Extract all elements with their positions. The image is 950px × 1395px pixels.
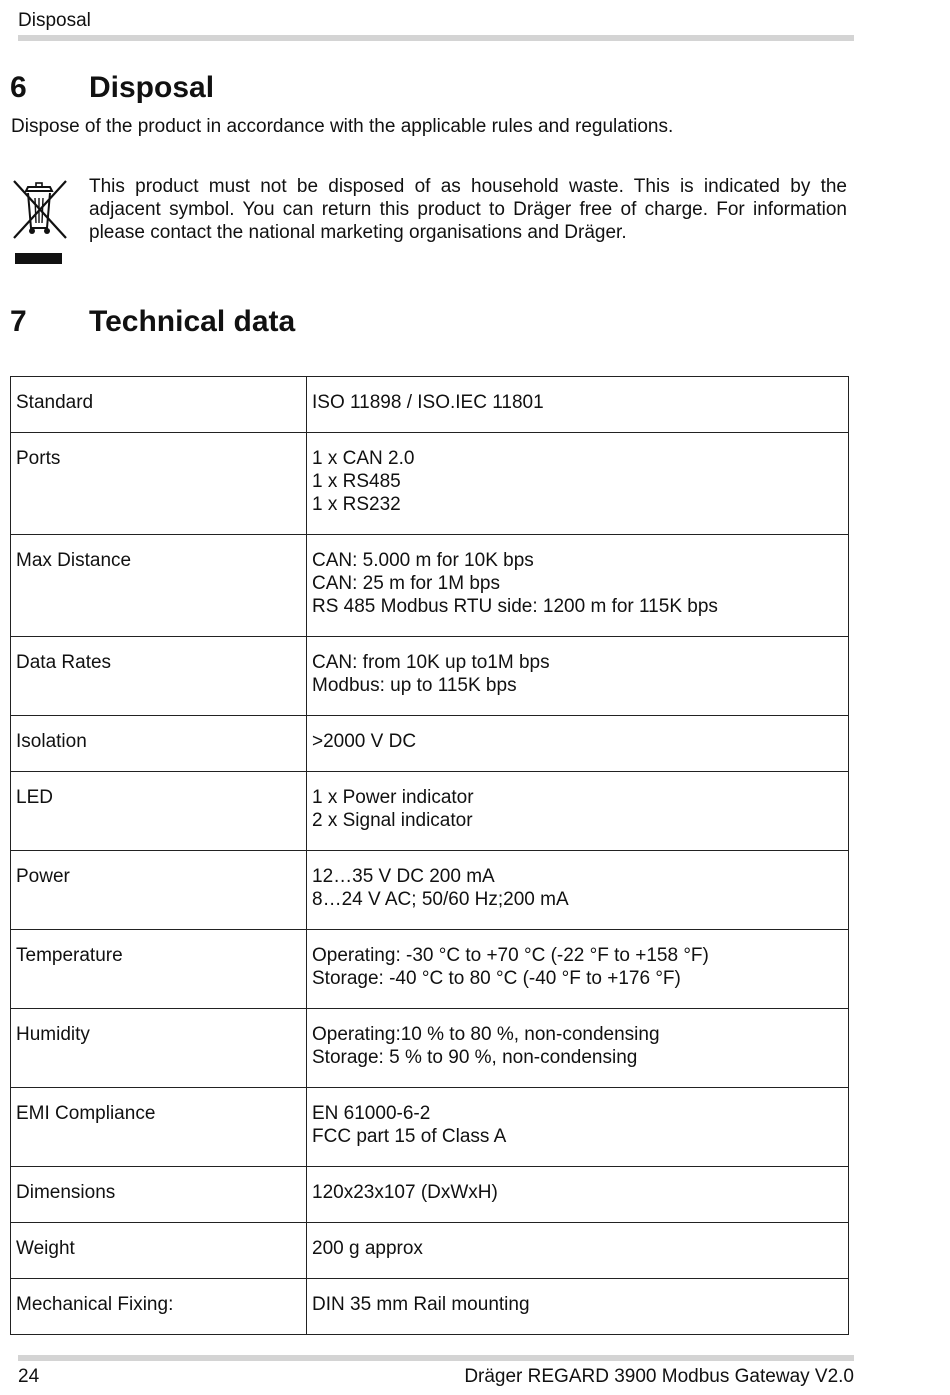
value-line: ISO 11898 / ISO.IEC 11801 bbox=[312, 392, 544, 413]
section-7-title: Technical data bbox=[89, 305, 296, 338]
table-row bbox=[11, 1167, 849, 1223]
value-line: >2000 V DC bbox=[312, 731, 417, 752]
value-line: 1 x RS232 bbox=[312, 494, 401, 515]
page-number: 24 bbox=[18, 1366, 40, 1387]
row-value bbox=[307, 772, 849, 851]
row-value bbox=[307, 377, 849, 433]
row-value bbox=[307, 1167, 849, 1223]
running-header: Disposal bbox=[18, 10, 91, 31]
value-line: 2 x Signal indicator bbox=[312, 810, 473, 831]
table-row bbox=[11, 716, 849, 772]
row-label: Dimensions bbox=[11, 1167, 307, 1223]
table-row bbox=[11, 1223, 849, 1279]
value-line: Storage: -40 °C to 80 °C (-40 °F to +176 °F) bbox=[312, 968, 681, 989]
table-row bbox=[11, 772, 849, 851]
section-7-number: 7 bbox=[10, 305, 27, 338]
row-value bbox=[307, 1279, 849, 1335]
table-row bbox=[11, 535, 849, 637]
crossed-out-wheelie-bin-icon bbox=[10, 178, 68, 266]
row-label: Weight bbox=[11, 1223, 307, 1279]
value-line: 200 g approx bbox=[312, 1238, 423, 1259]
table-row bbox=[11, 433, 849, 535]
row-label: Isolation bbox=[11, 716, 307, 772]
row-value bbox=[307, 1009, 849, 1088]
row-label: Ports bbox=[11, 433, 307, 535]
row-label: Power bbox=[11, 851, 307, 930]
value-line: Storage: 5 % to 90 %, non-condensing bbox=[312, 1047, 638, 1068]
value-line: Modbus: up to 115K bps bbox=[312, 675, 517, 696]
row-label: Temperature bbox=[11, 930, 307, 1009]
value-line: CAN: 25 m for 1M bps bbox=[312, 573, 500, 594]
row-label: LED bbox=[11, 772, 307, 851]
value-line: 1 x RS485 bbox=[312, 471, 401, 492]
table-row bbox=[11, 1088, 849, 1167]
table-row bbox=[11, 377, 849, 433]
value-line: Operating: -30 °C to +70 °C (-22 °F to +158 °F) bbox=[312, 945, 709, 966]
value-line: RS 485 Modbus RTU side: 1200 m for 115K bps bbox=[312, 596, 718, 617]
row-label: EMI Compliance bbox=[11, 1088, 307, 1167]
row-value bbox=[307, 535, 849, 637]
row-value bbox=[307, 1088, 849, 1167]
section-6-number: 6 bbox=[10, 71, 27, 104]
footer-rule bbox=[18, 1355, 854, 1361]
value-line: 12…35 V DC 200 mA bbox=[312, 866, 495, 887]
table-row bbox=[11, 637, 849, 716]
disposal-intro: Dispose of the product in accordance with the applicable rules and regulations. bbox=[11, 116, 674, 137]
row-value bbox=[307, 1223, 849, 1279]
value-line: 1 x Power indicator bbox=[312, 787, 474, 808]
row-value bbox=[307, 716, 849, 772]
value-line: Operating:10 % to 80 %, non-condensing bbox=[312, 1024, 660, 1045]
document-title: Dräger REGARD 3900 Modbus Gateway V2.0 bbox=[464, 1366, 854, 1387]
section-7-heading bbox=[10, 307, 295, 337]
row-value bbox=[307, 637, 849, 716]
value-line: 1 x CAN 2.0 bbox=[312, 448, 415, 469]
row-label: Max Distance bbox=[11, 535, 307, 637]
row-value bbox=[307, 930, 849, 1009]
value-line: FCC part 15 of Class A bbox=[312, 1126, 507, 1147]
section-6-title: Disposal bbox=[89, 71, 215, 104]
table-row bbox=[11, 1009, 849, 1088]
row-label: Humidity bbox=[11, 1009, 307, 1088]
technical-data-table bbox=[10, 376, 849, 1335]
header-rule bbox=[18, 35, 854, 41]
value-line: DIN 35 mm Rail mounting bbox=[312, 1294, 530, 1315]
value-line: 8…24 V AC; 50/60 Hz;200 mA bbox=[312, 889, 569, 910]
table-row bbox=[11, 1279, 849, 1335]
value-line: CAN: from 10K up to1M bps bbox=[312, 652, 550, 673]
row-label: Standard bbox=[11, 377, 307, 433]
value-line: CAN: 5.000 m for 10K bps bbox=[312, 550, 534, 571]
table-row bbox=[11, 930, 849, 1009]
value-line: EN 61000-6-2 bbox=[312, 1103, 431, 1124]
disposal-notice: This product must not be disposed of as household waste. This is indicated by the adjacent symbol. You can return this product to Dräger free of charge. For information please contact the national marketing organisations and Dräger. bbox=[89, 176, 847, 243]
row-label: Data Rates bbox=[11, 637, 307, 716]
row-value bbox=[307, 851, 849, 930]
table-row bbox=[11, 851, 849, 930]
value-line: 120x23x107 (DxWxH) bbox=[312, 1182, 498, 1203]
section-6-heading bbox=[10, 73, 214, 103]
row-label: Mechanical Fixing: bbox=[11, 1279, 307, 1335]
row-value bbox=[307, 433, 849, 535]
